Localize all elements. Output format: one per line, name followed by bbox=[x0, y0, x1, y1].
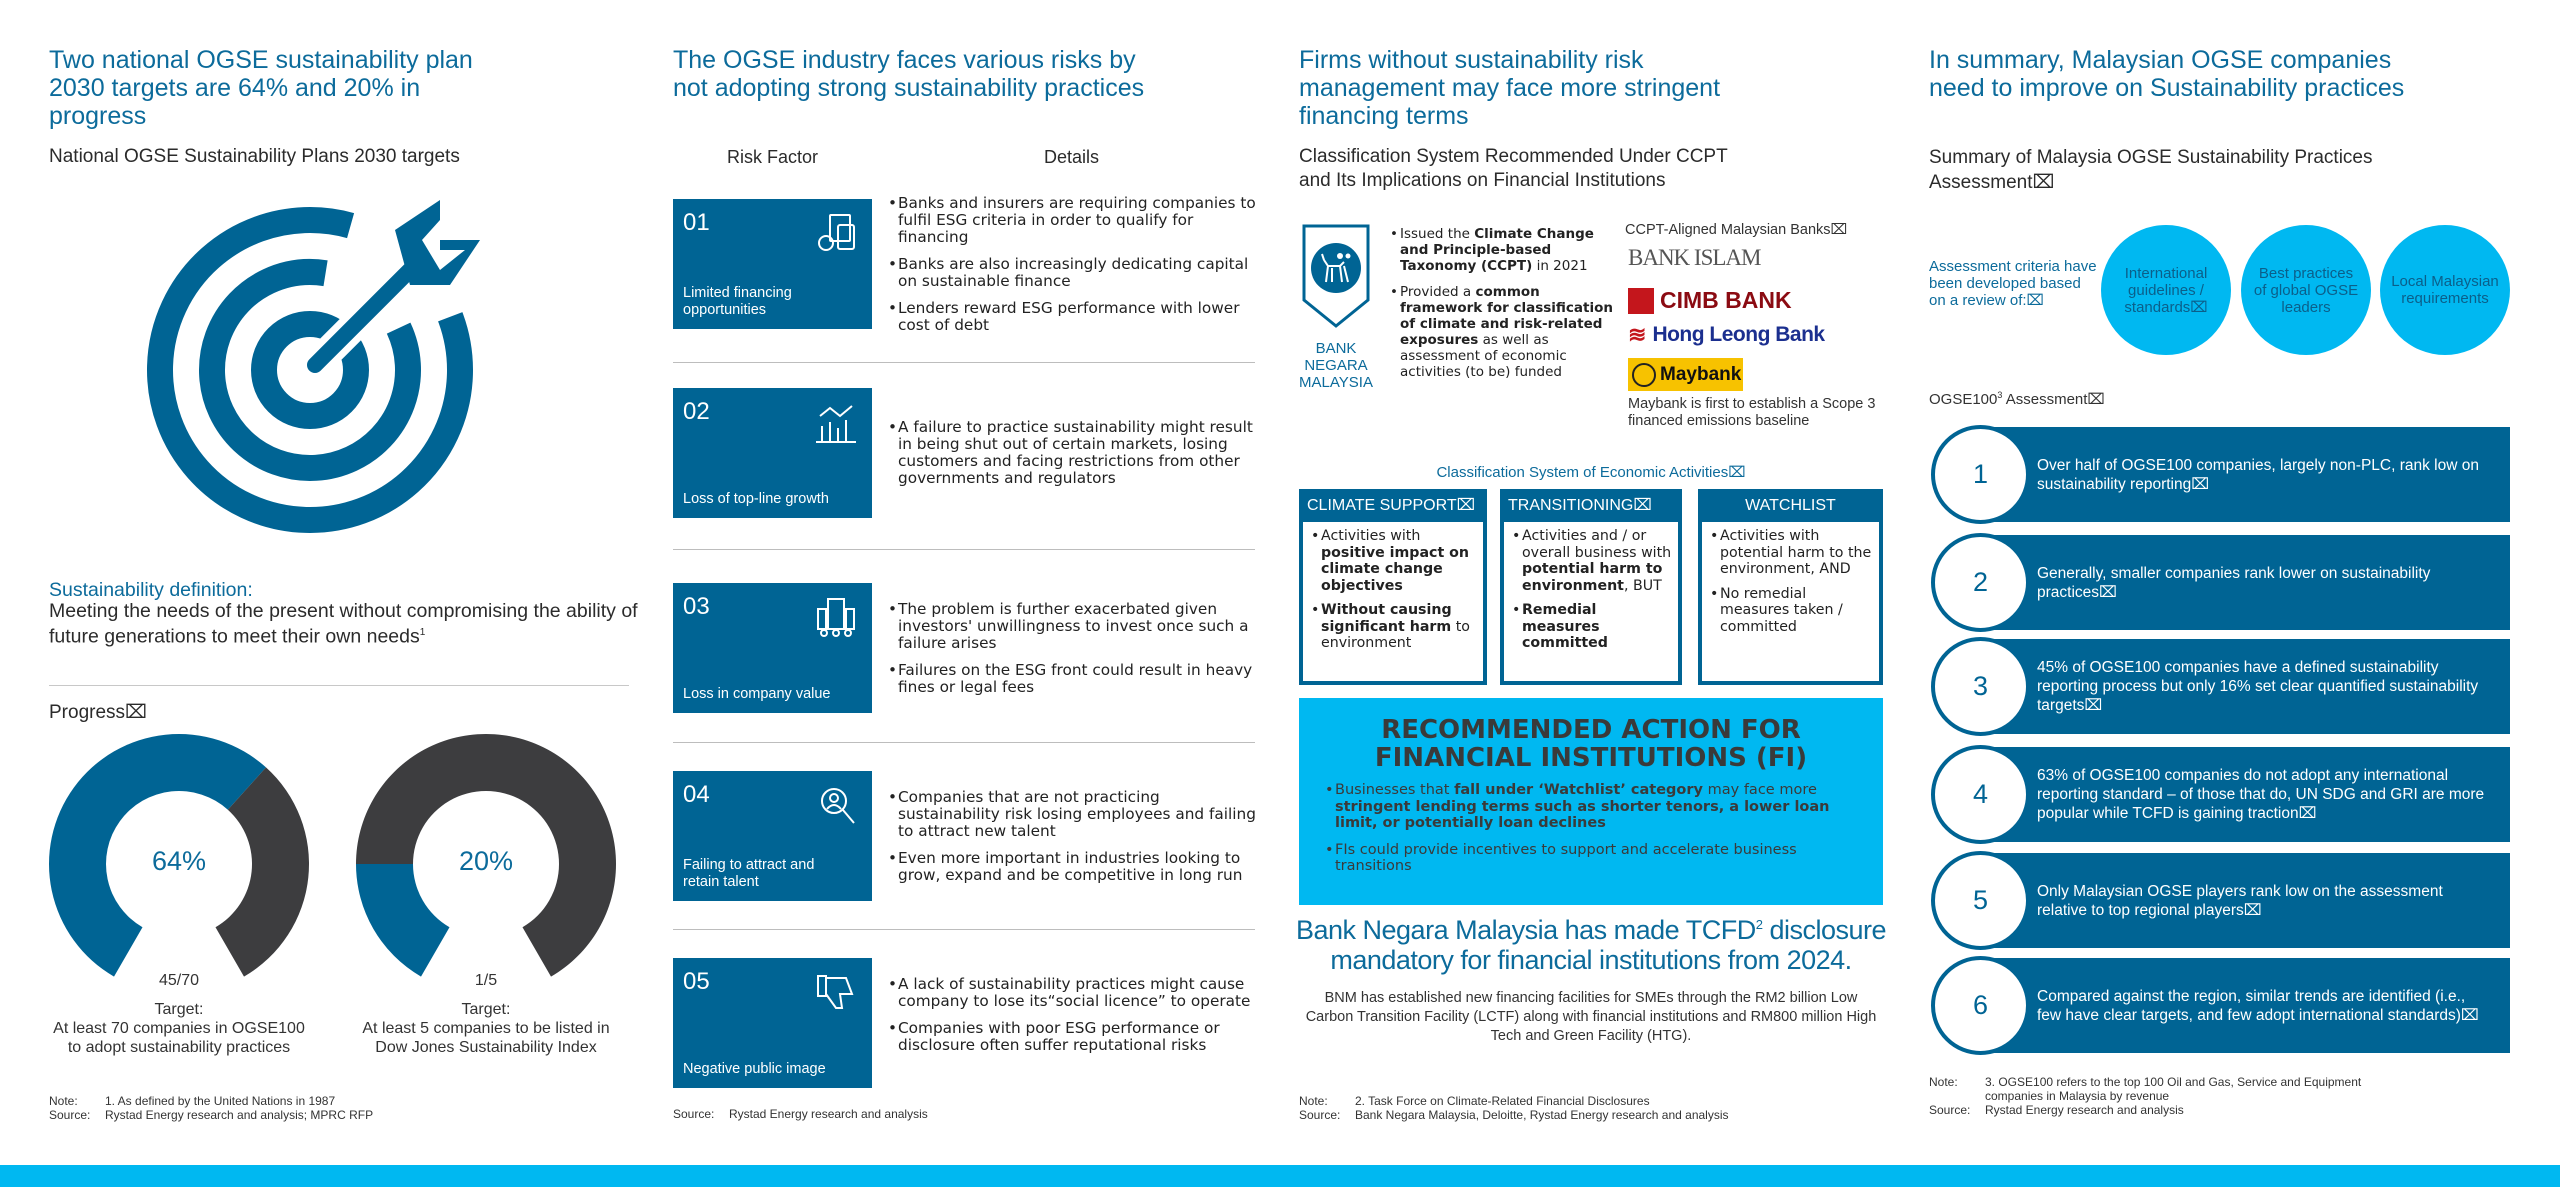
gauge-ratio: 45/70 bbox=[158, 972, 200, 989]
source-key: Source: bbox=[1299, 1108, 1341, 1122]
col3-subtitle: Classification System Recommended Under CCPT and Its Implications on Financial Institutions bbox=[1299, 146, 1728, 191]
text: in 2021 bbox=[1532, 258, 1588, 274]
header-risk-factor: Risk Factor bbox=[726, 147, 818, 167]
note-text: 3. OGSE100 refers to the top 100 Oil and Gas, Service and Equipment companies in Malaysia by revenue bbox=[1985, 1075, 2362, 1103]
note-key: Note: bbox=[1929, 1075, 1958, 1089]
assessment-text: 63% of OGSE100 companies do not adopt any international reporting standard – of those that do, UN SDG and GRI are more popular while TCFD is gaining traction⌧ bbox=[2037, 767, 2485, 822]
bold-text: Remedial measures committed bbox=[1522, 602, 1608, 651]
risk-factor-02 bbox=[673, 388, 872, 518]
assessment-number: 5 bbox=[1931, 851, 2030, 950]
tcfd-text-end: disclosure mandatory for financial institutions from 2024. bbox=[1330, 915, 1886, 975]
criteria-best-practices: Best practices of global OGSE leaders bbox=[2241, 225, 2371, 355]
assessment-item bbox=[1931, 958, 2510, 1053]
note-key: Note: bbox=[49, 1094, 78, 1108]
text: Issued the bbox=[1400, 226, 1475, 242]
text: , BUT bbox=[1623, 577, 1662, 594]
col1-title: Two national OGSE sustainability plan 2030 targets are 64% and 20% in progress bbox=[49, 46, 473, 130]
note-text: 1. As defined by the United Nations in 1987 bbox=[105, 1094, 336, 1108]
assessment-item bbox=[1931, 853, 2510, 948]
maybank-logo bbox=[1628, 358, 1743, 391]
source-text: Rystad Energy research and analysis bbox=[1985, 1103, 2184, 1117]
recommended-action-panel bbox=[1299, 698, 1883, 905]
cimb-text: CIMB BANK bbox=[1660, 287, 1792, 313]
assessment-label bbox=[1929, 390, 2105, 408]
assessment-item bbox=[1931, 747, 2510, 842]
category-header: TRANSITIONING⌧ bbox=[1500, 489, 1682, 522]
hong-leong-bank-logo bbox=[1628, 322, 1825, 348]
risk-factor-05 bbox=[673, 958, 872, 1088]
assessment-number: 6 bbox=[1931, 956, 2030, 1055]
source-text: Bank Negara Malaysia, Deloitte, Rystad Energy research and analysis bbox=[1355, 1108, 1729, 1122]
col2-source bbox=[673, 1107, 928, 1121]
growth-chart-icon bbox=[816, 402, 858, 444]
risk-number: 02 bbox=[683, 398, 710, 425]
target-label: Target: bbox=[154, 1001, 204, 1018]
bullet-item bbox=[1710, 586, 1873, 636]
bullet-item bbox=[1512, 602, 1672, 652]
text: may face more bbox=[1703, 782, 1817, 798]
category-header: CLIMATE SUPPORT⌧ bbox=[1299, 489, 1487, 522]
footnote-ref: 1 bbox=[419, 627, 426, 638]
gauge-target bbox=[29, 1000, 329, 1057]
bullet-item bbox=[1390, 226, 1622, 274]
bullet-item bbox=[1311, 528, 1477, 594]
risk-factor-01 bbox=[673, 199, 872, 329]
sustainability-definition bbox=[49, 580, 639, 648]
col1-subtitle: National OGSE Sustainability Plans 2030 targets bbox=[49, 146, 460, 167]
bnm-logo bbox=[1302, 224, 1370, 328]
assessment-number: 2 bbox=[1931, 533, 2030, 632]
progress-label: Progress⌧ bbox=[49, 702, 147, 723]
text: Activities and / or overall business with bbox=[1522, 528, 1672, 561]
risk-details bbox=[888, 976, 1258, 1064]
detail-bullet: • Companies with poor ESG performance or disclosure often suffer reputational risks bbox=[888, 1020, 1258, 1054]
note-key: Note: bbox=[1299, 1094, 1328, 1108]
bnm-paragraph: BNM has established new financing facilities for SMEs through the RM2 billion Low Carbon Transition Facility (LCTF) along with financial institutions and RM800 million High Tech and Green Facility (HTG). bbox=[1305, 990, 1877, 1044]
text: No remedial measures taken / committed bbox=[1720, 585, 1843, 635]
footnote-ref: 3 bbox=[1997, 390, 2003, 400]
definition-label: Sustainability definition: bbox=[49, 579, 253, 601]
bold-text: common framework for classification of climate and risk-related exposures bbox=[1400, 284, 1613, 348]
hong-leong-text: Hong Leong Bank bbox=[1652, 323, 1825, 346]
risk-factor-03 bbox=[673, 583, 872, 713]
finance-calculator-icon bbox=[816, 213, 858, 255]
assessment-number: 4 bbox=[1931, 745, 2030, 844]
gauge-target bbox=[336, 1000, 636, 1057]
bullet-item bbox=[1311, 602, 1477, 652]
risk-details bbox=[888, 601, 1258, 706]
banks-label: CCPT-Aligned Malaysian Banks⌧ bbox=[1625, 222, 1848, 238]
assessment-label-end: Assessment⌧ bbox=[2002, 391, 2105, 408]
maybank-text: Maybank bbox=[1660, 363, 1742, 385]
assessment-number: 3 bbox=[1931, 637, 2030, 736]
risk-label: Loss in company value bbox=[683, 686, 831, 702]
risk-details bbox=[888, 789, 1258, 894]
talent-search-icon bbox=[816, 785, 858, 827]
tcfd-headline bbox=[1281, 910, 1901, 975]
criteria-text: Assessment criteria have been developed based on a review of:⌧ bbox=[1929, 258, 2097, 309]
target-text: At least 70 companies in OGSE100 to adopt sustainability practices bbox=[53, 1020, 305, 1056]
detail-bullet: • Lenders reward ESG performance with lower cost of debt bbox=[888, 300, 1258, 334]
assessment-text: 45% of OGSE100 companies have a defined sustainability reporting process but only 16% set clear quantified sustainability targets⌧ bbox=[2037, 659, 2479, 714]
category-watchlist bbox=[1698, 489, 1883, 685]
risk-number: 03 bbox=[683, 593, 710, 620]
cimb-bank-logo bbox=[1628, 287, 1792, 314]
assessment-item bbox=[1931, 535, 2510, 630]
source-key: Source: bbox=[1929, 1103, 1971, 1117]
col4-title: In summary, Malaysian OGSE companies need to improve on Sustainability practices bbox=[1929, 46, 2405, 102]
bold-text: potential harm to environment bbox=[1522, 561, 1663, 594]
risk-label: Negative public image bbox=[683, 1061, 826, 1077]
bold-text: Without causing significant harm bbox=[1321, 602, 1452, 635]
risk-label: Failing to attract and retain talent bbox=[683, 857, 815, 890]
maybank-note: Maybank is first to establish a Scope 3 financed emissions baseline bbox=[1628, 396, 1876, 429]
header-details: Details bbox=[1043, 147, 1100, 167]
bnm-bullets bbox=[1390, 226, 1622, 390]
text: Activities with bbox=[1321, 528, 1421, 544]
divider bbox=[49, 685, 629, 686]
action-bullets bbox=[1299, 772, 1883, 875]
col2-title: The OGSE industry faces various risks by not adopting strong sustainability practices bbox=[673, 46, 1145, 102]
assessment-number: 1 bbox=[1931, 425, 2030, 524]
risk-label: Limited financing opportunities bbox=[683, 285, 792, 318]
bullet-item bbox=[1512, 528, 1672, 594]
col4-subtitle: Summary of Malaysia OGSE Sustainability Practices Assessment⌧ bbox=[1929, 147, 2373, 193]
company-building-icon bbox=[816, 597, 858, 639]
gauge-ratio: 1/5 bbox=[474, 972, 498, 989]
category-climate-support- bbox=[1299, 489, 1487, 685]
gauge-percent: 64% bbox=[151, 846, 207, 876]
divider bbox=[673, 549, 1255, 550]
source-key: Source: bbox=[673, 1107, 715, 1121]
category-bullets bbox=[1702, 522, 1879, 635]
text: FIs could provide incentives to support and accelerate business transitions bbox=[1335, 841, 1797, 874]
classification-label: Classification System of Economic Activities⌧ bbox=[1436, 464, 1746, 481]
gauge-percent: 20% bbox=[458, 846, 514, 876]
assessment-text: Compared against the region, similar trends are identified (i.e., few have clear targets, and few adopt international standards)⌧ bbox=[2037, 987, 2479, 1024]
footnote-ref: 2 bbox=[1755, 917, 1763, 932]
source-text: Rystad Energy research and analysis bbox=[729, 1107, 928, 1121]
divider bbox=[673, 362, 1255, 363]
category-bullets bbox=[1504, 522, 1678, 652]
text: to environment bbox=[1321, 618, 1470, 651]
tcfd-text: Bank Negara Malaysia has made TCFD bbox=[1295, 915, 1756, 945]
cimb-mark-icon bbox=[1628, 288, 1654, 314]
text: Businesses that bbox=[1335, 782, 1455, 798]
assessment-text: Over half of OGSE100 companies, largely non-PLC, rank low on sustainability reporting⌧ bbox=[2037, 456, 2479, 493]
col3-title: Firms without sustainability risk management may face more stringent financing terms bbox=[1299, 46, 1721, 130]
divider bbox=[673, 929, 1255, 930]
risk-details bbox=[888, 419, 1258, 497]
col3-footnotes bbox=[1299, 1094, 1729, 1122]
detail-bullet: • The problem is further exacerbated given investors' unwillingness to invest once such a failure arises bbox=[888, 601, 1258, 652]
category-bullets bbox=[1303, 522, 1483, 652]
maybank-tiger-icon bbox=[1632, 363, 1656, 387]
source-text: Rystad Energy research and analysis; MPRC RFP bbox=[105, 1108, 374, 1122]
criteria-international-guidelines: International guidelines / standards⌧ bbox=[2101, 225, 2231, 355]
col1-footnotes bbox=[49, 1094, 373, 1122]
assessment-text: Generally, smaller companies rank lower on sustainability practices⌧ bbox=[2037, 564, 2431, 601]
risk-number: 01 bbox=[683, 209, 710, 236]
target-label: Target: bbox=[461, 1001, 511, 1018]
bold-text: fall under ‘Watchlist’ category bbox=[1454, 782, 1704, 798]
text: Activities with potential harm to the environment, AND bbox=[1720, 528, 1872, 577]
bold-text: Climate Change and Principle-based Taxonomy (CCPT) bbox=[1400, 226, 1594, 274]
text: as well as assessment of economic activities (to be) funded bbox=[1400, 332, 1567, 380]
detail-bullet: • Companies that are not practicing sustainability risk losing employees and failing to attract new talent bbox=[888, 789, 1258, 840]
bullet-item bbox=[1710, 528, 1873, 578]
detail-bullet: • A failure to practice sustainability might result in being shut out of certain markets, losing customers and facing restrictions from other governments and regulators bbox=[888, 419, 1258, 487]
assessment-label-text: OGSE100 bbox=[1929, 391, 1998, 408]
bnm-logo-text: BANK NEGARA MALAYSIA bbox=[1299, 340, 1373, 391]
source-key: Source: bbox=[49, 1108, 91, 1122]
detail-bullet: • A lack of sustainability practices might cause company to lose its“social licence” to operate bbox=[888, 976, 1258, 1010]
bold-text: positive impact on climate change objectives bbox=[1321, 544, 1470, 594]
bank-islam-text: BANK ISLAM bbox=[1628, 245, 1761, 270]
target-text: At least 5 companies to be listed in Dow Jones Sustainability Index bbox=[362, 1020, 610, 1056]
bullet-item bbox=[1325, 782, 1859, 832]
category-header: WATCHLIST bbox=[1698, 489, 1883, 522]
note-text: 2. Task Force on Climate-Related Financial Disclosures bbox=[1355, 1094, 1650, 1108]
detail-bullet: • Banks are also increasingly dedicating capital on sustainable finance bbox=[888, 256, 1258, 290]
bold-text: stringent lending terms such as shorter tenors, a lower loan limit, or potentially loan declines bbox=[1335, 798, 1830, 831]
risk-number: 05 bbox=[683, 968, 710, 995]
bullet-item bbox=[1390, 284, 1622, 380]
criteria-local-requirements: Local Malaysian requirements bbox=[2380, 225, 2510, 355]
assessment-item bbox=[1931, 427, 2510, 522]
detail-bullet: • Banks and insurers are requiring companies to fulfil ESG criteria in order to qualify for financing bbox=[888, 195, 1258, 246]
detail-bullet: • Failures on the ESG front could result in heavy fines or legal fees bbox=[888, 662, 1258, 696]
risk-label: Loss of top-line growth bbox=[683, 491, 829, 507]
risk-details bbox=[888, 195, 1258, 344]
gauge-progress-arc bbox=[356, 864, 450, 977]
divider bbox=[673, 742, 1255, 743]
risk-number: 04 bbox=[683, 781, 710, 808]
thumbs-down-icon bbox=[816, 972, 858, 1014]
tcfd-section bbox=[1281, 910, 1901, 1046]
assessment-item bbox=[1931, 639, 2510, 734]
risk-factor-04 bbox=[673, 771, 872, 901]
detail-bullet: • Even more important in industries looking to grow, expand and be competitive in long run bbox=[888, 850, 1258, 884]
bullet-item bbox=[1325, 842, 1859, 875]
hong-leong-mark-icon: ≋ bbox=[1628, 322, 1647, 347]
assessment-text: Only Malaysian OGSE players rank low on the assessment relative to top regional players⌧ bbox=[2037, 882, 2443, 919]
text: Provided a bbox=[1400, 284, 1476, 300]
action-title: RECOMMENDED ACTION FOR FINANCIAL INSTITUTIONS (FI) bbox=[1374, 715, 1808, 773]
bank-islam-logo bbox=[1628, 245, 1760, 271]
definition-text: Meeting the needs of the present without compromising the ability of future generations to meet their own needs bbox=[49, 600, 638, 648]
footer-bar bbox=[0, 1165, 2560, 1187]
category-transitioning- bbox=[1500, 489, 1682, 685]
target-arrow-icon bbox=[140, 190, 490, 540]
col4-footnotes bbox=[1929, 1075, 2449, 1117]
